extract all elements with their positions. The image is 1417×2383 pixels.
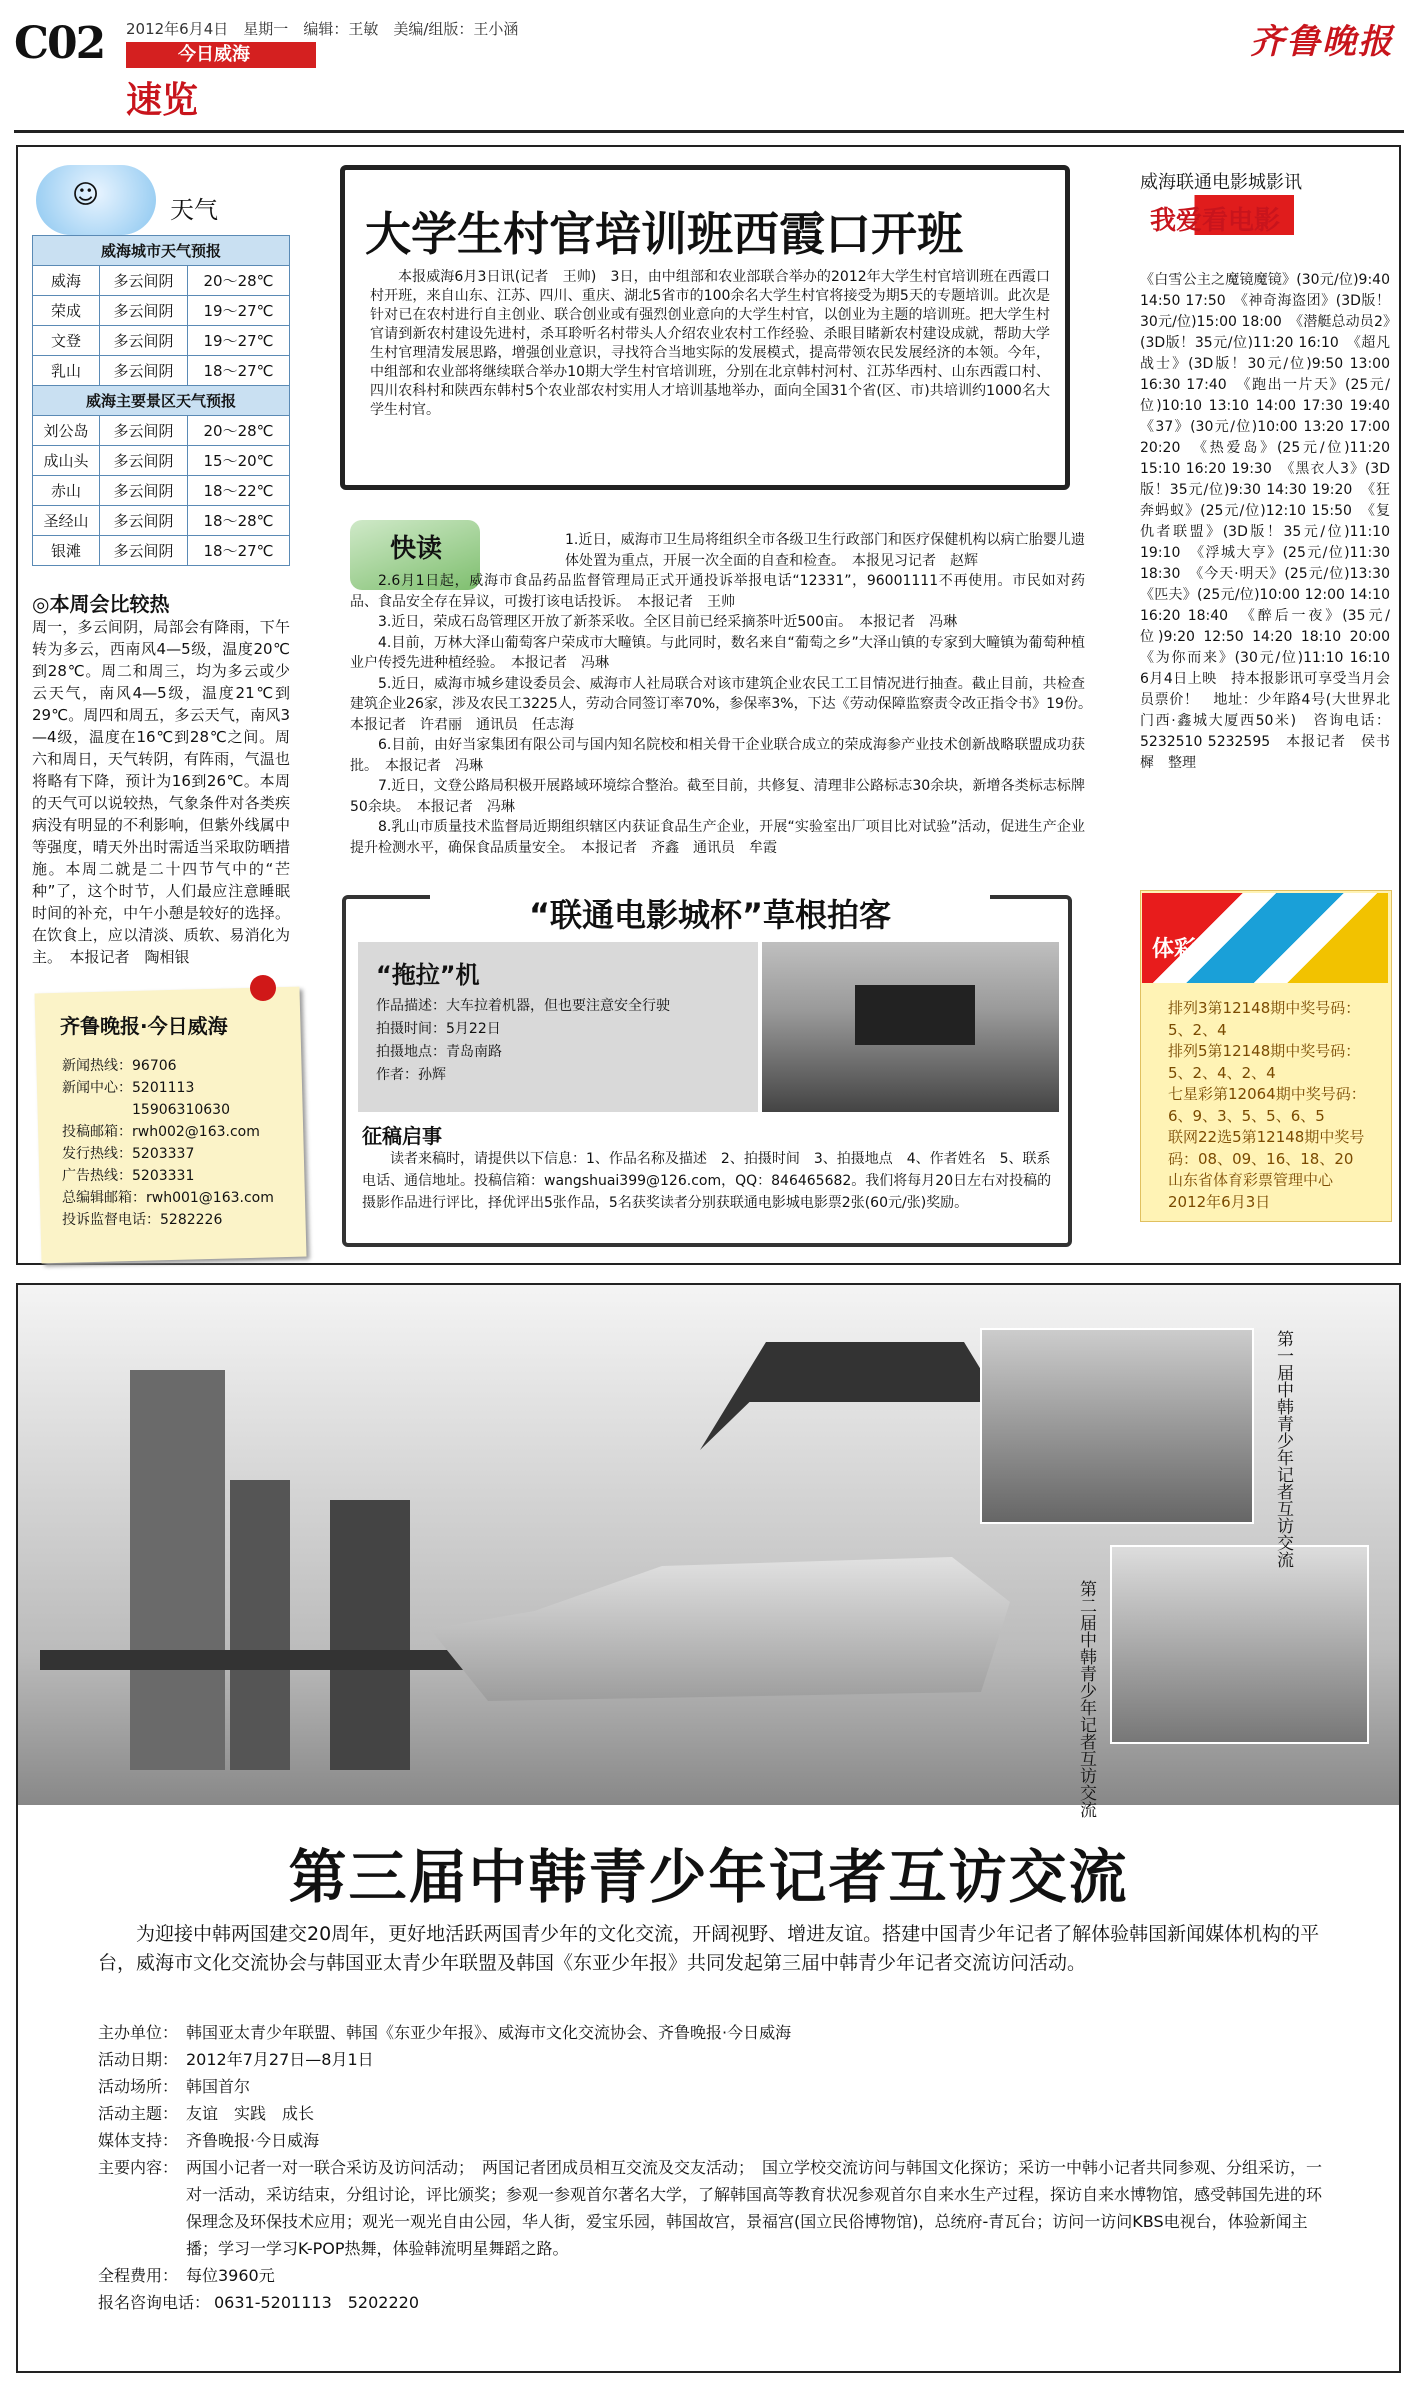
list-item: 1.近日，威海市卫生局将组织全市各级卫生行政部门和医疗保健机构以病亡胎婴儿遗体处置为重点，开展一次全面的自查和检查。 本报见习记者 赵辉 [565,532,1085,569]
detail-row: 媒体支持： 齐鲁晚报·今日威海 [98,2131,320,2150]
page-number: C02 [14,18,105,69]
weekday: 星期一 [243,20,289,38]
movie-banner-text: 我爱看电影 [1150,206,1281,236]
entry-time: 拍摄时间：5月22日 [376,1021,501,1037]
list-item: 7.近日，文登公路局积极开展路域环境综合整治。截至目前，共修复、清理非公路标志30余块，新增各类标志标牌50余块。 本报记者 冯琳 [350,778,1085,815]
list-item: 排列5第12148期中奖号码：5、2、4、2、4 [1168,1042,1361,1082]
movie-listing-body: 《白雪公主之魔镜魔镜》(30元/位)9:40 14:50 17:50 《神奇海盗团》(3D版！30元/位)15:00 18:00 《潜艇总动员2》(3D版！35元/位)11:20 16:10 《超凡战士》(3D版！30元/位)9:50 13:00 16:30 17:40 《跑出一片天》(25元/位)10:10 13:10 14:00 17:30 19:40 《37》(30元/位)10:00 13:20 17:00 20:20 《热爱岛》(25元/位)11:20 15:10 16:20 19:30 《黑衣人3》(3D版！35元/位)9:30 14:30 19:20 《狂奔蚂蚁》(25元/位)12:10 15:50 《复仇者联盟》(3D版！35元/位)11:10 19:10 《浮城大亨》(25元/位)11:30 18:30 《今天·明天》(25元/位)13:30 《匹夫》(25元/位)10:00 12:00 14:10 16:20 18:40 《醉后一夜》(35元/位)9:20 12:50 14:20 18:10 20:00 《为你而来》(30元/位)11:10 16:10 6月4日上映 持本报影讯可享受当月会员票价！ 地址：少年路4号(大世界北门西·鑫城大厦西50米) 咨询电话：5232510 5232595 本报记者 侯书樨 整理 [1140,272,1404,771]
entry-details [376,995,670,1087]
movie-listing-title: 威海联通电影城影讯 [1140,172,1302,193]
detail-row: 报名咨询电话： 0631-5201113 5202220 [98,2293,420,2312]
main-article-title: 大学生村官培训班西霞口开班 [365,207,963,261]
list-item: 6.目前，由好当家集团有限公司与国内知名院校和相关骨干企业联合成立的荣成海参产业技术创新战略联盟成功获批。 本报记者 冯琳 [350,737,1085,774]
table-row: 乳山 多云间阴 18～27℃ [33,356,290,386]
week-weather-text: 周一，多云间阴，局部会有降雨，下午转为多云，西南风4—5级，温度20℃到28℃。周二和周三，均为多云或少云天气，南风4—5级，温度21℃到29℃。周四和周五，多云天气，南风3—4级，温度在16℃到28℃之间。周六和周日，天气转阴，有阵雨，气温也将略有下降，预计为16到26℃。本周的天气可以说较热，气象条件对各类疾病没有明显的不利影响，但紫外线属中等强度，晴天外出时需适当采取防晒措施。本周二就是二十四节气中的“芒种”了，这个时节，人们最应注意睡眠时间的补充，中午小憩是较好的选择。在饮食上，应以清淡、质软、易消化为主。 本报记者 陶相银 [32,618,290,966]
week-weather-heading: ◎本周会比较热 [32,592,170,616]
table-row: 文登 多云间阴 19～27℃ [33,326,290,356]
list-item: 5.近日，威海市城乡建设委员会、威海市人社局联合对该市建筑企业农民工工目情况进行抽查。截止目前，共检查建筑企业26家，涉及农民工3225人，劳动合同签订率70%，参保率3%，下达《劳动保障监察责令改正指令书》19份。 本报记者 许君丽 通讯员 任志海 [350,675,1099,733]
lottery-results [1168,998,1378,1213]
list-item: 8.乳山市质量技术监督局近期组织辖区内获证食品生产企业，开展“实验室出厂项目比对试验”活动，促进生产企业提升检测水平，确保食品质量安全。 本报记者 齐鑫 通讯员 牟霞 [350,819,1085,856]
table-row: 圣经山 多云间阴 18～28℃ [33,506,290,536]
city-weather-caption: 威海城市天气预报 [33,236,290,266]
truck-image [855,985,975,1045]
list-item: 2012年6月3日 [1168,1192,1271,1211]
table-row: 成山头 多云间阴 15～20℃ [33,446,290,476]
contact-lines: 新闻热线：96706 新闻中心：5201113 15906310630 投稿邮箱：rwh002@163.com 发行热线：5203337 广告热线：5203331 总编辑邮箱：rwh001@163.com 投诉监督电话：5282226 [62,1058,274,1228]
kuaidu-label: 快读 [390,534,443,564]
city-weather-table [32,235,290,566]
header-meta [126,18,518,39]
lottery-title: 体彩 [1152,937,1197,962]
detail-row: 主办单位： 韩国亚太青少年联盟、韩国《东亚少年报》、威海市文化交流协会、齐鲁晚报·今日威海 [98,2023,792,2042]
designer: 美编/组版：王小涵 [393,20,519,38]
list-item: 山东省体育彩票管理中心 [1168,1171,1334,1189]
pushpin-icon [250,975,276,1001]
newspaper-logo: 齐鲁晚报 [1250,22,1394,62]
entry-description: 作品描述：大车拉着机器，但也要注意安全行驶 [376,998,670,1014]
entry-title: “拖拉”机 [376,961,480,989]
table-row: 威海 多云间阴 20～28℃ [33,266,290,296]
date: 2012年6月4日 [126,20,229,38]
building-image [230,1480,290,1770]
list-item: 2.6月1日起，威海市食品药品监督管理局正式开通投诉举报电话“12331”，96001111不再使用。市民如对药品、食品安全存在异议，可拨打该电话投诉。 本报记者 王帅 [350,573,1085,610]
second-event-photo [1110,1545,1369,1744]
list-item: 联网22选5第12148期中奖号码：08、09、16、18、20 [1168,1128,1365,1168]
detail-row: 活动主题： 友谊 实践 成长 [98,2104,315,2123]
list-item: 七星彩第12064期中奖号码：6、9、3、5、5、6、5 [1168,1085,1366,1125]
first-event-caption: 第一届中韩青少年记者互访交流 [1273,1330,1293,1568]
kuaidu-list [350,530,1099,858]
list-item: 3.近日，荣成石岛管理区开放了新茶采收。全区目前已经采摘茶叶近500亩。 本报记者 冯琳 [378,614,958,630]
scenic-weather-caption: 威海主要景区天气预报 [33,386,290,416]
event-title: 第三届中韩青少年记者互访交流 [288,1843,1129,1911]
call-heading: 征稿启事 [362,1124,442,1148]
weather-title: 天气 [170,196,218,224]
table-row: 赤山 多云间阴 18～22℃ [33,476,290,506]
entry-location: 拍摄地点：青岛南路 [376,1044,502,1060]
table-row: 刘公岛 多云间阴 20～28℃ [33,416,290,446]
first-event-photo [980,1328,1254,1524]
table-row: 银滩 多云间阴 18～27℃ [33,536,290,566]
editor: 编辑：王敏 [303,20,379,38]
cloud-face-icon: ☺ [72,180,100,210]
skyscraper-image [130,1370,225,1770]
table-row: 荣成 多云间阴 19～27℃ [33,296,290,326]
detail-row: 活动日期： 2012年7月27日—8月1日 [98,2050,374,2069]
event-details [98,2019,1333,2316]
event-intro: 为迎接中韩两国建交20周年，更好地活跃两国青少年的文化交流，开阔视野、增进友谊。搭建中国青少年记者了解体验韩国新闻媒体机构的平台，威海市文化交流协会与韩国亚太青少年联盟及韩国《东亚少年报》共同发起第三届中韩青少年记者交流访问活动。 [98,1923,1320,1974]
detail-row: 主要内容： 两国小记者一对一联合采访及访问活动； 两国记者团成员相互交流及交友活动； 国立学校交流访问与韩国文化探访；采访一中韩小记者共同参观、分组采访，一对一活动，采访结束，分组讨论，评比颁奖；参观一参观首尔著名大学，了解韩国高等教育状况参观首尔自来水生产过程，探访自来水博物馆，感受韩国先进的环保理念及环保技术应用；观光一观光自由公园，华人街，爱宝乐园，韩国故宫，景福宫(国立民俗博物馆)，总统府-青瓦台；访问一访问KBS电视台，体验新闻主播；学习一学习K-POP热舞，体验韩流明星舞蹈之路。 [98,2158,1323,2258]
call-text: 读者来稿时，请提供以下信息：1、作品名称及描述 2、拍摄时间 3、拍摄地点 4、作者姓名 5、联系电话、通信地址。投稿信箱：wangshuai399@126.com，QQ：846465682。我们将每月20日左右对投稿的摄影作品进行评比，择优评出5张作品，5名获奖读者分别获联通电影城电影票2张(60元/张)奖励。 [362,1151,1052,1211]
photo-contest-title: “联通电影城杯”草根拍客 [430,890,990,936]
list-item: 4.目前，万林大泽山葡萄客户荣成市大疃镇。与此同时，数名来自“葡萄之乡”大泽山镇的专家到大疃镇为葡萄种植业户传授先进种植经验。 本报记者 冯琳 [350,634,1085,671]
main-article-body: 本报威海6月3日讯(记者 王帅) 3日，由中组部和农业部联合举办的2012年大学生村官培训班在西霞口村开班，来自山东、江苏、四川、重庆、湖北5省市的100余名大学生村官将接受为期5天的专题培训。此次是针对已在农村进行自主创业、联合创业或有强烈创业意向的大学生村官，以创业为主题的培训班。把大学生村官请到新农村建设先进村，杀耳聆听名村带头人介绍农业农村工作经验、杀眼目睹新农村建设成就，帮助大学生村官理清发展思路，增强创业意识，寻找符合当地实际的发展模式，提高带领农民发展经济的本领。今年，中组部和农业部将继续联合举办10期大学生村官培训班，分别在北京韩村河村、江苏华西村、山东西霞口村、四川农科村和陕西东韩村5个农业部农村实用人才培训基地举办，面向全国31个省(区、市)共培训约1000名大学生村官。 [370,269,1050,418]
building-image [330,1500,410,1770]
section-banner: 今日威海 [126,42,316,68]
second-event-caption: 第二届中韩青少年记者互访交流 [1076,1580,1096,1818]
list-item: 排列3第12148期中奖号码：5、2、4 [1168,999,1361,1039]
page-title: 速览 [126,80,199,121]
contact-title: 齐鲁晚报·今日威海 [60,1014,228,1038]
detail-row: 全程费用： 每位3960元 [98,2266,275,2285]
detail-row: 活动场所： 韩国首尔 [98,2077,251,2096]
header-divider [14,130,1404,133]
entry-author: 作者：孙辉 [376,1067,446,1083]
